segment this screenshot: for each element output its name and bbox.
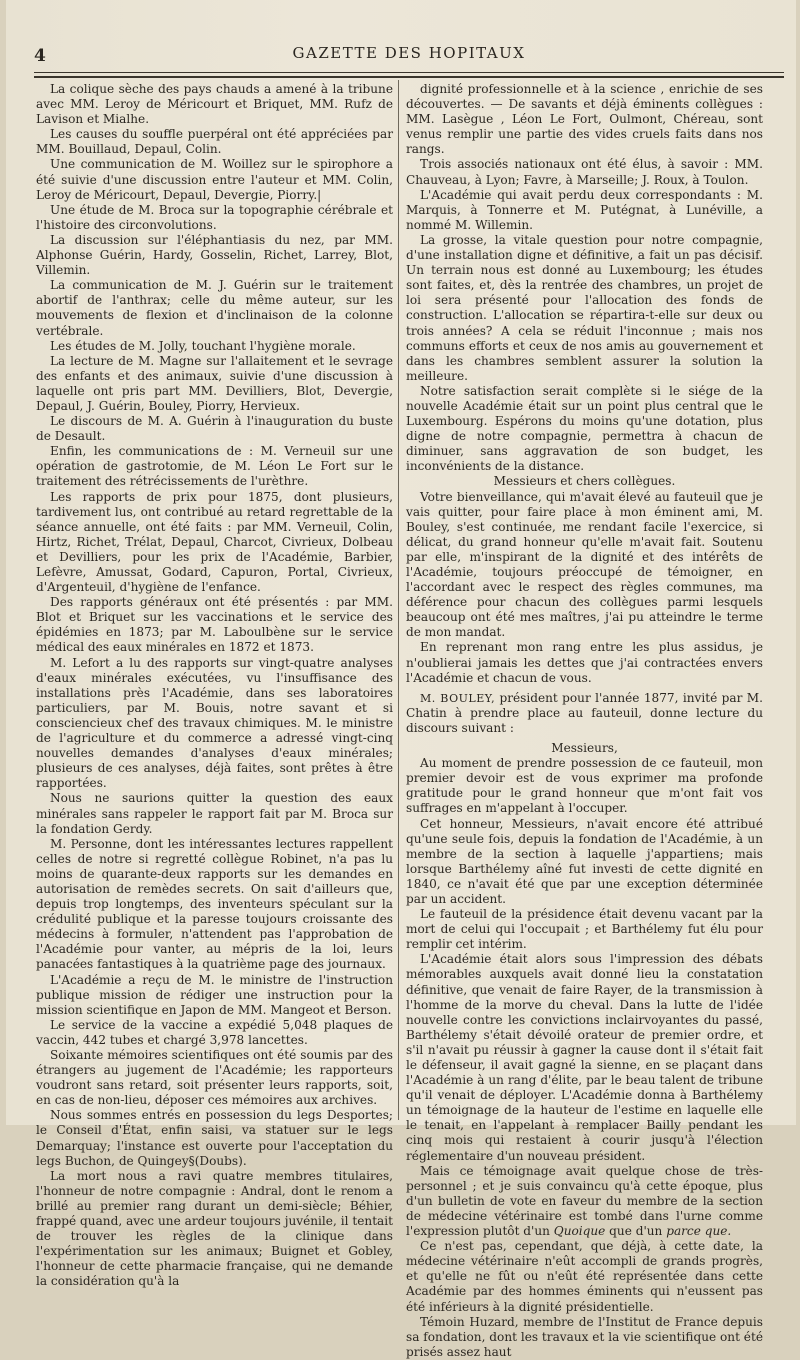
paragraph: Les causes du souffle puerpéral ont été appréciées par MM. Bouillaud, Depaul, Colin. <box>36 127 393 157</box>
paragraph: Ce n'est pas, cependant, que déjà, à cette date, la médecine vétérinaire n'eût accompli de grands progrès, et qu'elle ne fût ou n'eût été représentée dans cette Académie par des hommes éminents qui n'eussent pas été inférieurs à la dignité présidentielle. <box>406 1239 763 1314</box>
speaker-name: M. BOULEY, <box>420 691 496 705</box>
journal-title: GAZETTE DES HOPITAUX <box>292 44 526 62</box>
paragraph: Le fauteuil de la présidence était devenu vacant par la mort de celui qui l'occupait ; et Barthélemy fut élu pour remplir cet intérim. <box>406 907 763 952</box>
newspaper-page <box>6 0 796 1359</box>
paragraph: Le service de la vaccine a expédié 5,048 plaques de vaccin, 442 tubes et chargé 3,978 lancettes. <box>36 1017 393 1047</box>
paragraph: dignité professionnelle et à la science , enrichie de ses découvertes. — De savants et déjà éminents collègues : MM. Lasègue , Léon Le Fort, Oulmont, Chéreau, sont venus remplir une partie des vides cruels faits dans nos rangs. <box>406 82 763 157</box>
paragraph: En reprenant mon rang entre les plus assidus, je n'oublierai jamais les dettes que j'ai contractées envers l'Académie et chacun de vous. <box>406 640 763 685</box>
paragraph: La mort nous a ravi quatre membres titulaires, l'honneur de notre compagnie : Andral, dont le renom a brillé au premier rang durant un demi-siècle; Béhier, frappé quand, avec une ardeur toujours juvénile, il tentait de trouver les règles de la clinique dans l'expérimentation sur les animaux; Buignet et Gobley, l'honneur de cette pharmacie française, qui ne demande la considération qu'à la <box>36 1168 393 1289</box>
paragraph: Nous ne saurions quitter la question des eaux minérales sans rappeler le rapport fait par M. Broca sur la fondation Gerdy. <box>36 791 393 836</box>
paragraph: L'Académie a reçu de M. le ministre de l'instruction publique mission de rédiger une instruction pour la mission scientifique en Japon de MM. Mangeot et Berson. <box>36 972 393 1017</box>
paragraph: Votre bienveillance, qui m'avait élevé au fauteuil que je vais quitter, pour faire place à mon éminent ami, M. Bouley, s'est continuée, me rendant facile l'exercice, si délicat, du grand honneur qu'elle m'avait fait. Soutenu par elle, m'inspirant de la dignité et des intérêts de l'Académie, toujours préoccupé de témoigner, en l'accordant avec le respect des règles communes, ma déférence pour chacun des collègues parmi lesquels beaucoup ont été mes maîtres, j'ai pu atteindre le terme de mon mandat. <box>406 489 763 640</box>
header-rule-thick <box>34 76 784 78</box>
paragraph: Les rapports de prix pour 1875, dont plusieurs, tardivement lus, ont contribué au retard regrettable de la séance annuelle, ont été faits : par MM. Verneuil, Colin, Hirtz, Richet, Trélat, Depaul, Charcot, Civrieux, Dolbeau et Devilliers, pour les prix de l'Académie, Barbier, Lefèvre, Amussat, Godard, Capuron, Portal, Civrieux, d'Argenteuil, d'hygiène de l'enfance. <box>36 489 393 595</box>
quoique-paragraph <box>406 1164 763 1239</box>
paragraph: Nous sommes entrés en possession du legs Desportes; le Conseil d'État, enfin saisi, va statuer sur le legs Demarquay; l'instance est ouverte pour l'acceptation du legs Buchon, de Quingey§(Doubs). <box>36 1108 393 1168</box>
paragraph: La lecture de M. Magne sur l'allaitement et le sevrage des enfants et des animaux, suivie d'une discussion à laquelle ont pris part MM. Devilliers, Blot, Devergie, Depaul, J. Guérin, Bouley, Piorry, Hervieux. <box>36 353 393 413</box>
paragraph-text: que d'un <box>605 1224 667 1239</box>
paragraph: L'Académie était alors sous l'impression des débats mémorables auxquels avait donné lieu la constatation définitive, que venait de faire Rayer, de la transmission à l'homme de la morve du cheval. Dans la lutte de l'idée nouvelle contre les convictions inclairvoyantes du passé, Barthélemy s'était dévoilé orateur de premier ordre, et s'il n'avait pu réussir à gagner la cause dont il s'était fait le défenseur, il avait gagné la sienne, en se plaçant dans l'Académie à un rang d'élite, par le beau talent de tribune qu'il venait de déployer. L'Académie donna à Barthélemy un témoignage de la hauteur de l'estime en laquelle elle le tenait, en l'appelant à remplacer Bailly pendant les cinq mois qui restaient à courir jusqu'à l'élection réglementaire d'un nouveau président. <box>406 952 763 1163</box>
paragraph: Soixante mémoires scientifiques ont été soumis par des étrangers au jugement de l'Académie; les rapporteurs voudront sans retard, soit présenter leurs rapports, soit, en cas de non-lieu, déposer ces mémoires aux archives. <box>36 1048 393 1108</box>
paragraph: Les études de M. Jolly, touchant l'hygiène morale. <box>50 338 356 353</box>
header-rule-thin <box>34 72 784 73</box>
bouley-paragraph <box>406 691 763 736</box>
italic-word: parce que. <box>666 1224 732 1239</box>
column-divider <box>398 80 399 1120</box>
paragraph: Le discours de M. A. Guérin à l'inauguration du buste de Desault. <box>36 414 393 444</box>
page-number: 4 <box>34 46 46 66</box>
paragraph: Au moment de prendre possession de ce fauteuil, mon premier devoir est de vous exprimer ma profonde gratitude pour le grand honneur que m'ont fait vos suffrages en m'appelant à l'occuper. <box>406 756 763 816</box>
paragraph: La communication de M. J. Guérin sur le traitement abortif de l'anthrax; celle du même auteur, sur les mouvements de flexion et d'inclinaison de la colonne vertébrale. <box>36 278 393 338</box>
left-column <box>36 82 393 1289</box>
paragraph: M. Personne, dont les intéressantes lectures rappellent celles de notre si regretté collègue Robinet, n'a pas lu moins de quarante-deux rapports sur les demandes en autorisation de remèdes secrets. On sait d'ailleurs que, depuis trop longtemps, des inventeurs spéculant sur la crédulité publique et la paresse toujours croissante des médecins à formuler, n'attendent pas l'approbation de l'Académie pour vanter, au mépris de la loi, leurs panacées fantastiques à la quatrième page des journaux. <box>36 836 393 972</box>
page-header <box>34 40 784 70</box>
paragraph: La discussion sur l'éléphantiasis du nez, par MM. Alphonse Guérin, Hardy, Gosselin, Richet, Larrey, Blot, Villemin. <box>36 232 393 278</box>
paragraph: Des rapports généraux ont été présentés : par MM. Blot et Briquet sur les vaccinations et le service des épidémies en 1873; par M. Laboulbène sur le service médical des eaux minérales en 1872 et 1873. <box>36 595 393 655</box>
paragraph-text: président pour l'année 1877, invité par M. Chatin à prendre place au fauteuil, donne lecture du discours suivant : <box>406 690 763 735</box>
paragraph: Une communication de M. Woillez sur le spirophore a été suivie d'une discussion entre l'auteur et MM. Colin, Leroy de Méricourt, Depaul, Devergie, Piorry.| <box>36 157 393 202</box>
italic-word: Quoique <box>553 1224 606 1239</box>
salutation: Messieurs, <box>551 741 618 756</box>
paragraph: Cet honneur, Messieurs, n'avait encore été attribué qu'une seule fois, depuis la fondation de l'Académie, à un membre de la section à laquelle j'appartiens; mais lorsque Barthélemy aîné fut investi de cette dignité en 1840, ce n'avait été que par une exception déterminée par un accident. <box>406 816 763 906</box>
paragraph: La grosse, la vitale question pour notre compagnie, d'une installation digne et définitive, a fait un pas décisif. Un terrain nous est donné au Luxembourg; les études sont faites, et, dès la rentrée des chambres, un projet de loi sera présenté pour l'allocation des fonds de construction. L'allocation se répartira-t-elle sur deux ou trois années? A cela se réduit l'inconnue ; mais nos communs efforts et ceux de nos amis au gouvernement et dans les chambres semblent assurer la solution la meilleure. <box>406 232 763 383</box>
paragraph: Témoin Huzard, membre de l'Institut de France depuis sa fondation, dont les travaux et la vie scientifique ont été prisés assez haut <box>406 1314 763 1359</box>
paragraph: Enfin, les communications de : M. Verneuil sur une opération de gastrotomie, de M. Léon Le Fort sur le traitement des rétrécissements de l'urèthre. <box>36 444 393 489</box>
right-column <box>406 82 763 1359</box>
paragraph: Une étude de M. Broca sur la topographie cérébrale et l'histoire des circonvolutions. <box>36 202 393 232</box>
paragraph: Notre satisfaction serait complète si le siége de la nouvelle Académie était sur un point plus central que le Luxembourg. Espérons du moins qu'une dotation, plus digne de notre compagnie, permettra à chacun de diminuer, sans aggravation de son budget, les inconvénients de la distance. <box>406 383 763 474</box>
paragraph: M. Lefort a lu des rapports sur vingt-quatre analyses d'eaux minérales exécutées, vu l'insuffisance des installations près l'Académie, dans ses laboratoires particuliers, par M. Bouis, notre savant et si consciencieux chef des travaux chimiques. M. le ministre de l'agriculture et du commerce a adressé vingt-cinq nouvelles demandes d'analyses d'eaux minérales; plusieurs de ces analyses, déjà faites, sont prêtes à être rapportées. <box>36 655 393 791</box>
paragraph: Trois associés nationaux ont été élus, à savoir : MM. Chauveau, à Lyon; Favre, à Marseille; J. Roux, à Toulon. <box>406 157 763 187</box>
paragraph-text: Mais ce témoignage avait quelque chose de très-personnel ; et je suis convaincu qu'à cette époque, plus d'un bulletin de vote en faveur du membre de la section de médecine vétérinaire est tombé dans l'urne comme l'expression plutôt d'un <box>406 1163 763 1239</box>
paragraph: La colique sèche des pays chauds a amené à la tribune avec MM. Leroy de Méricourt et Briquet, MM. Rufz de Lavison et Mialhe. <box>36 82 393 127</box>
salutation: Messieurs et chers collègues. <box>493 474 676 489</box>
paragraph: L'Académie qui avait perdu deux correspondants : M. Marquis, à Tonnerre et M. Putégnat, à Lunéville, a nommé M. Willemin. <box>406 187 763 232</box>
